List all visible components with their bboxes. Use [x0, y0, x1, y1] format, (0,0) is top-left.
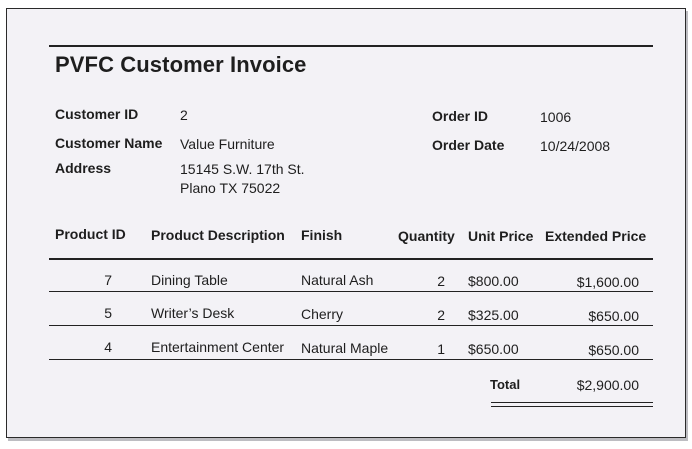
header-quantity: Quantity [398, 228, 455, 244]
total-value: $2,900.00 [576, 377, 639, 393]
invoice-title: PVFC Customer Invoice [55, 52, 307, 77]
invoice-card [6, 8, 686, 438]
row1-quantity: 2 [437, 273, 445, 289]
row2-unit-price: $325.00 [468, 307, 519, 323]
total-double-rule [491, 402, 653, 407]
row2-finish: Cherry [301, 306, 344, 322]
row1-rule [49, 291, 653, 292]
row2-extended-price: $650.00 [588, 308, 639, 324]
order-date-value: 10/24/2008 [540, 138, 611, 154]
header-extended-price: Extended Price [545, 228, 647, 244]
row3-extended-price: $650.00 [588, 342, 639, 358]
row1-finish: Natural Ash [301, 272, 374, 288]
row3-quantity: 1 [437, 341, 445, 357]
row3-rule [49, 359, 653, 360]
customer-id-value: 2 [180, 107, 188, 123]
customer-id-label: Customer ID [55, 106, 139, 122]
header-rule [49, 258, 653, 260]
row1-extended-price: $1,600.00 [576, 274, 639, 290]
row1-unit-price: $800.00 [468, 273, 519, 289]
header-finish: Finish [301, 227, 343, 243]
order-date-label: Order Date [432, 137, 505, 153]
row2-product-id: 5 [104, 305, 112, 321]
header-unit-price: Unit Price [468, 228, 534, 244]
row3-finish: Natural Maple [301, 340, 389, 356]
top-rule [49, 45, 653, 47]
header-product-id: Product ID [55, 226, 126, 242]
customer-name-value: Value Furniture [180, 136, 275, 152]
header-product-description: Product Description [151, 227, 285, 243]
row1-description: Dining Table [151, 272, 228, 288]
row3-unit-price: $650.00 [468, 341, 519, 357]
order-id-label: Order ID [432, 108, 489, 124]
address-line1: 15145 S.W. 17th St. [180, 161, 305, 177]
address-line2: Plano TX 75022 [180, 180, 281, 196]
row3-product-id: 4 [104, 339, 112, 355]
row2-description: Writer’s Desk [151, 305, 235, 321]
row2-rule [49, 325, 653, 326]
customer-name-label: Customer Name [55, 135, 163, 151]
row2-quantity: 2 [437, 307, 445, 323]
row3-description: Entertainment Center [151, 339, 285, 355]
order-id-value: 1006 [540, 109, 572, 125]
address-label: Address [55, 160, 112, 176]
total-label: Total [490, 377, 521, 392]
row1-product-id: 7 [104, 272, 112, 288]
